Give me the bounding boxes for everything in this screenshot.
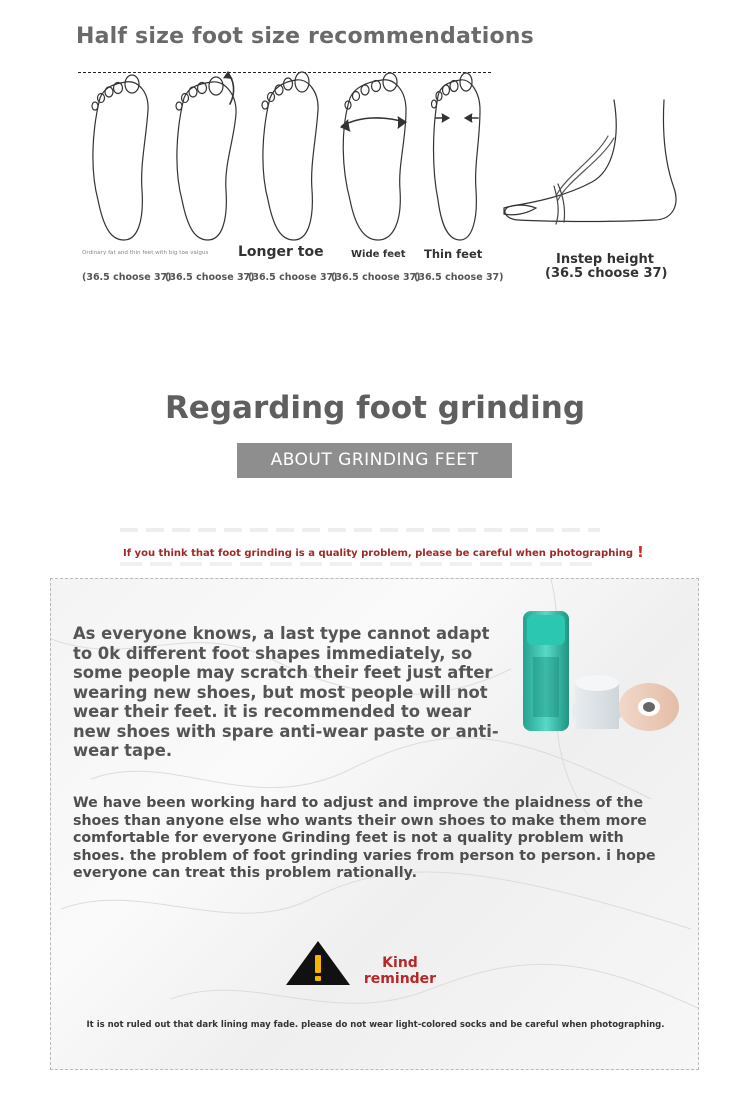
instep-foot-illustration [496,96,682,236]
choose-label: (36.5 choose 37) [331,272,421,283]
foot-ordinary [92,75,148,240]
photo-warning [121,543,646,561]
grinding-title: Regarding foot grinding [164,390,586,426]
choose-label: (36.5 choose 37) [82,272,172,283]
label-wide-feet: Wide feet [351,249,406,260]
paragraph-adjustment: We have been working hard to adjust and improve the plaidness of the shoes than anyone else who wants their own shoes to make them more comfortable for everyone Grinding feet is not a quality problem with shoes. the problem of foot grinding varies from person to person. i hope everyone can treat this problem rationally. [73,795,656,882]
photo-warning-text: If you think that foot grinding is a quality problem, please be careful when photographing [123,548,634,559]
label-instep-choose: (36.5 choose 37) [545,266,668,281]
label-thin-feet: Thin feet [424,247,483,261]
label-ordinary: Ordinary fat and thin feet with big toe valgus [82,250,209,256]
lining-footnote: It is not ruled out that dark lining may fade. please do not wear light-colored socks and be careful when photographing. [86,1020,665,1030]
info-panel [50,578,699,1070]
exclamation-icon: ! [637,543,644,561]
choose-label: (36.5 choose 37) [165,272,255,283]
label-longer-toe: Longer toe [238,244,324,260]
about-badge: ABOUT GRINDING FEET [237,443,512,478]
foot-wide [341,73,406,240]
warning-triangle-icon [284,939,352,987]
choose-label: (36.5 choose 37) [248,272,338,283]
foot-longer-toe [262,72,318,240]
kind-reminder-label: Kind reminder [363,955,437,987]
choose-label: (36.5 choose 37) [414,272,504,283]
label-instep-height: Instep height [556,252,654,267]
sizing-title: Half size foot size recommendations [76,24,534,49]
foot-thin [432,73,481,240]
foot-bunion [176,72,236,240]
paragraph-last-type: As everyone knows, a last type cannot adapt to 0k different foot shapes immediately, so some people may scratch their feet just after wearing new shoes, but most people will not wear their feet. it is recommended to wear new shoes with spare anti-wear paste or anti-wear tape. [73,624,499,760]
foot-outlines-illustration [70,62,510,248]
anti-wear-products-image [517,607,687,737]
